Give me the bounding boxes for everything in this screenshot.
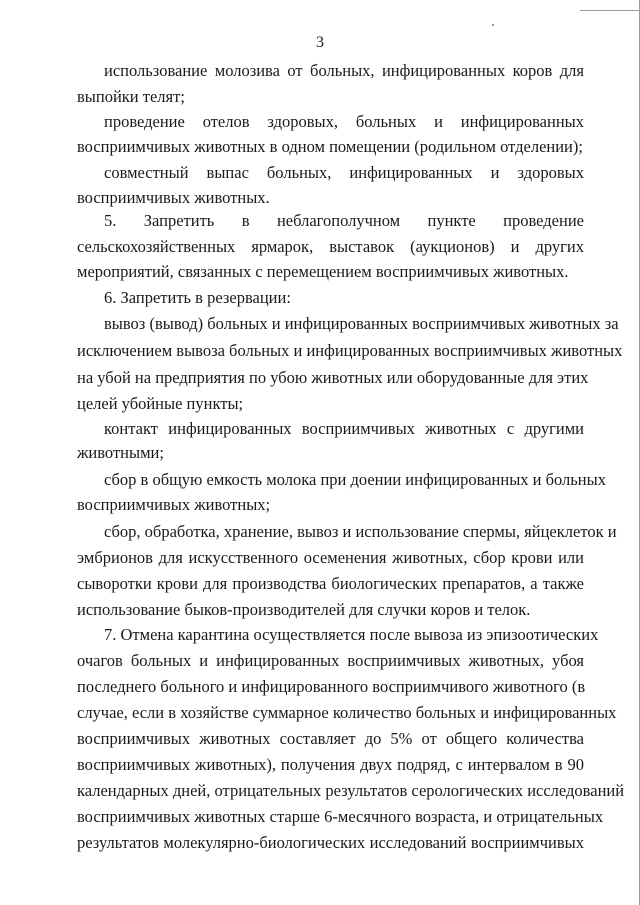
text-line: совместный выпас больных, инфицированных и здоровых [104,163,584,182]
text-line: эмбрионов для искусственного осеменения животных, сбор крови или [77,548,584,567]
text-line: сыворотки крови для производства биологических препаратов, а также [77,574,584,593]
text-line: восприимчивых животных), получения двух подряд, с интервалом в 90 [77,755,584,774]
text-line: сбор в общую емкость молока при доении инфицированных и больных [104,470,606,489]
text-line: целей убойные пункты; [77,394,244,413]
text-line: сельскохозяйственных ярмарок, выставок (аукционов) и других [77,237,584,256]
text-line: вывоз (вывод) больных и инфицированных восприимчивых животных за [104,314,619,333]
scan-edge-top [580,10,640,11]
text-line: восприимчивых животных составляет до 5% от общего количества [77,729,584,748]
text-line: проведение отелов здоровых, больных и инфицированных [104,112,584,131]
text-line: 6. Запретить в резервации: [104,288,291,307]
text-line: восприимчивых животных; [77,495,271,514]
text-line: контакт инфицированных восприимчивых животных с другими [104,419,584,438]
text-line: использование молозива от больных, инфицированных коров для [104,61,584,80]
text-line: исключением вывоза больных и инфицированных восприимчивых животных [77,341,623,360]
text-line: сбор, обработка, хранение, вывоз и использование спермы, яйцеклеток и [104,522,617,541]
text-line: восприимчивых животных старше 6-месячного возраста, и отрицательных [77,807,604,826]
text-line: очагов больных и инфицированных восприимчивых животных, убоя [77,651,584,670]
text-line: восприимчивых животных в одном помещении (родильном отделении); [77,137,583,156]
text-line: на убой на предприятия по убою животных или оборудованные для этих [77,368,589,387]
text-line: результатов молекулярно-биологических исследований восприимчивых [77,833,584,852]
text-line: календарных дней, отрицательных результатов серологических исследований [77,781,625,800]
text-line: использование быков-производителей для случки коров и телок. [77,600,531,619]
text-line: выпойки телят; [77,87,185,106]
text-line: случае, если в хозяйстве суммарное количество больных и инфицированных [77,703,617,722]
text-line: 5. Запретить в неблагополучном пункте проведение [104,211,584,230]
text-line: последнего больного и инфицированного восприимчивого животного (в [77,677,586,696]
scan-speck [492,24,494,26]
text-line: животными; [77,443,164,462]
text-line: восприимчивых животных. [77,188,270,207]
text-line: мероприятий, связанных с перемещением восприимчивых животных. [77,262,569,281]
page-number: 3 [316,34,324,51]
text-line: 7. Отмена карантина осуществляется после вывоза из эпизоотических [104,625,599,644]
